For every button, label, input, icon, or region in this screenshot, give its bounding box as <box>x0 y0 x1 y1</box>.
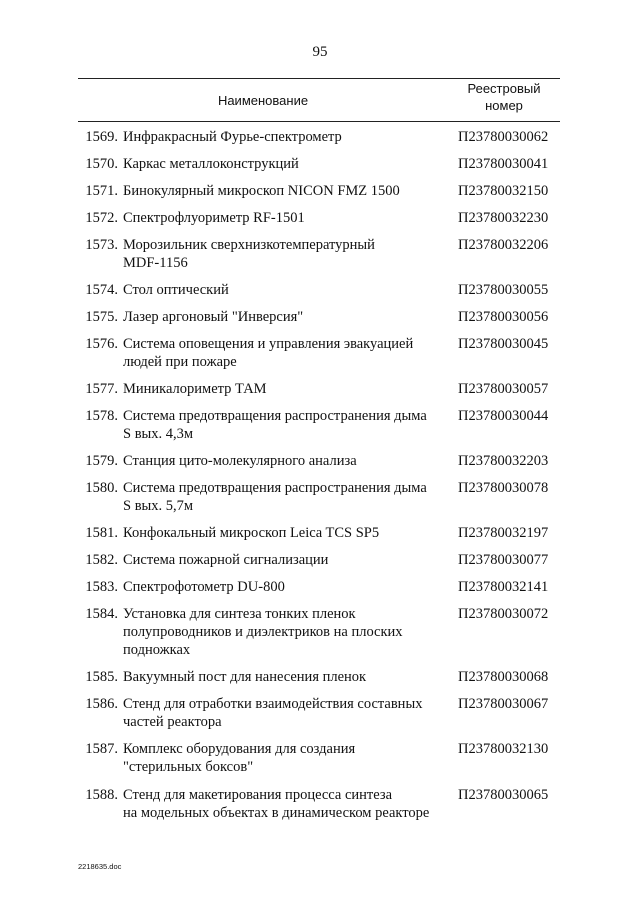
row-name: Бинокулярный микроскоп NICON FMZ 1500 <box>123 183 400 199</box>
row-registry-number: П23780030062 <box>458 129 549 145</box>
row-name: Спектрофотометр DU-800 <box>123 579 285 595</box>
row-name: Каркас металлоконструкций <box>123 156 299 172</box>
row-registry-number: П23780030078 <box>458 480 549 496</box>
row-number: 1583. <box>85 579 118 595</box>
row-number: 1580. <box>85 480 118 496</box>
row-name: Стенд для макетирования процесса синтеза на модельных объектах в динамическом реакторе <box>123 787 430 821</box>
row-registry-number: П23780030072 <box>458 606 549 622</box>
header-registry-line1: Реестровый <box>467 81 541 96</box>
row-number: 1581. <box>85 525 118 541</box>
row-number: 1587. <box>85 741 118 757</box>
row-registry-number: П23780030068 <box>458 669 549 685</box>
row-number: 1571. <box>85 183 118 199</box>
row-number: 1584. <box>85 606 118 622</box>
row-number: 1576. <box>85 336 118 352</box>
row-registry-number: П23780030044 <box>458 408 549 424</box>
row-name: Комплекс оборудования для создания "стерильных боксов" <box>123 741 356 775</box>
row-number: 1586. <box>85 696 118 712</box>
row-registry-number: П23780030065 <box>458 787 549 803</box>
row-number: 1574. <box>85 282 118 298</box>
row-registry-number: П23780032197 <box>458 525 549 541</box>
row-name: Лазер аргоновый "Инверсия" <box>123 309 304 325</box>
row-number: 1579. <box>85 453 118 469</box>
row-name: Миникалориметр ТАМ <box>123 381 267 397</box>
row-registry-number: П23780032130 <box>458 741 549 757</box>
row-name: Стенд для отработки взаимодействия составных частей реактора <box>123 696 423 730</box>
row-number: 1573. <box>85 237 118 253</box>
footer-filename: 2218635.doc <box>78 862 122 871</box>
row-registry-number: П23780032150 <box>458 183 549 199</box>
row-number: 1578. <box>85 408 118 424</box>
row-registry-number: П23780030077 <box>458 552 549 568</box>
row-number: 1582. <box>85 552 118 568</box>
row-name: Стол оптический <box>123 282 229 298</box>
row-registry-number: П23780032230 <box>458 210 549 226</box>
row-name: Система предотвращения распространения дыма S вых. 5,7м <box>123 480 427 514</box>
header-registry-line2: номер <box>485 98 523 113</box>
row-name: Установка для синтеза тонких пленок полупроводников и диэлектриков на плоских подножках <box>123 606 403 658</box>
table-header <box>78 78 560 122</box>
row-name: Станция цито-молекулярного анализа <box>123 453 357 469</box>
row-registry-number: П23780030041 <box>458 156 549 172</box>
header-name-column: Наименование <box>217 92 309 108</box>
row-number: 1572. <box>85 210 118 226</box>
row-name: Морозильник сверхнизкотемпературный MDF-1156 <box>123 237 375 271</box>
row-number: 1569. <box>85 129 118 145</box>
row-registry-number: П23780030057 <box>458 381 549 397</box>
row-registry-number: П23780030067 <box>458 696 549 712</box>
row-number: 1577. <box>85 381 118 397</box>
row-number: 1575. <box>85 309 118 325</box>
row-name: Инфракрасный Фурье-спектрометр <box>123 129 342 145</box>
row-number: 1588. <box>85 787 118 803</box>
row-registry-number: П23780032141 <box>458 579 549 595</box>
row-registry-number: П23780032206 <box>458 237 549 253</box>
row-number: 1585. <box>85 669 118 685</box>
row-registry-number: П23780030045 <box>458 336 549 352</box>
row-name: Конфокальный микроскоп Leica TCS SP5 <box>123 525 380 541</box>
page-number: 95 <box>312 44 328 60</box>
row-registry-number: П23780030055 <box>458 282 549 298</box>
header-registry-column <box>448 80 560 120</box>
row-name: Вакуумный пост для нанесения пленок <box>123 669 367 685</box>
row-name: Система пожарной сигнализации <box>123 552 329 568</box>
row-registry-number: П23780032203 <box>458 453 549 469</box>
row-name: Система предотвращения распространения дыма S вых. 4,3м <box>123 408 427 442</box>
row-name: Спектрофлуориметр RF-1501 <box>123 210 305 226</box>
row-number: 1570. <box>85 156 118 172</box>
row-registry-number: П23780030056 <box>458 309 549 325</box>
row-name: Система оповещения и управления эвакуацией людей при пожаре <box>123 336 414 370</box>
